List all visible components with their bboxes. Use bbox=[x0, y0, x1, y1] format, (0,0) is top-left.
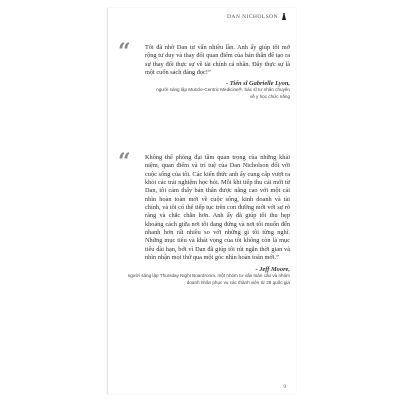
testimonial-2-author: - Jeff Moore, bbox=[255, 266, 290, 274]
chess-pawn-icon bbox=[282, 13, 286, 20]
quote-mark-icon: “ bbox=[118, 39, 131, 65]
book-page bbox=[107, 8, 296, 394]
testimonial-2-text: Không thể phóng đại tầm quan trọng của những khải niệm, quan điểm và trí tuệ của Dan Nicholson đối với cuộc sống của tôi. Các kiến thức anh ấy cung cấp vượt ra khỏi các trải nghiệm học hỏi. Mỗi khi tiếp thu cái mới từ Dan, tôi cảm thấy bản thân được nâng cao với một cái nhìn hoàn toàn mới về cuộc sống, kinh doanh và tài chính, và tôi có thể tiếp tục trên con đường mới với sự rõ ràng và chắc chắn hơn. Anh ấy đã giúp tôi thu hẹp khoảng cách giữa nơi tôi đang đứng và nơi tôi muốn đến nhanh hơn rất nhiều so với những gì tôi từng nghĩ. Những mục tiêu và khát vọng của tôi không còn là mục tiêu dài hạn, bởi vì Dan đã giúp tôi rút ngắn thời gian và nhìn nhận mọi thứ qua một góc nhìn hoàn toàn mới.” bbox=[145, 154, 290, 262]
testimonial-2-role: người sáng lập Thursday Night Boardroom, một nhóm tư vấn toàn cầu và nhóm doanh nhân phục vụ các thành viên từ 28 quốc gia bbox=[127, 273, 290, 286]
testimonial-1-text: Tôi đã nhờ Dan tư vấn nhiều lần. Anh ấy giúp tôi mở rộng tư duy và thay đổi quan điểm của bản thân để tạo ra sự thay đổi thực sự về tài chính cá nhân. Đây thực sự là một cuốn sách đáng đọc!” bbox=[145, 44, 290, 77]
header-author-name: DAN NICHOLSON bbox=[226, 13, 278, 20]
page-number: 9 bbox=[283, 384, 286, 390]
running-header bbox=[227, 13, 286, 20]
testimonial-1-author: - Tiến sĩ Gabrielle Lyon, bbox=[226, 80, 290, 88]
quote-mark-icon: “ bbox=[118, 149, 131, 175]
testimonial-1 bbox=[118, 39, 290, 101]
testimonial-2 bbox=[118, 149, 290, 287]
testimonial-1-role: người sáng lập Muscle-Centric Medicine®, bác sĩ tư nhân chuyên về y học chức năng bbox=[156, 87, 290, 99]
